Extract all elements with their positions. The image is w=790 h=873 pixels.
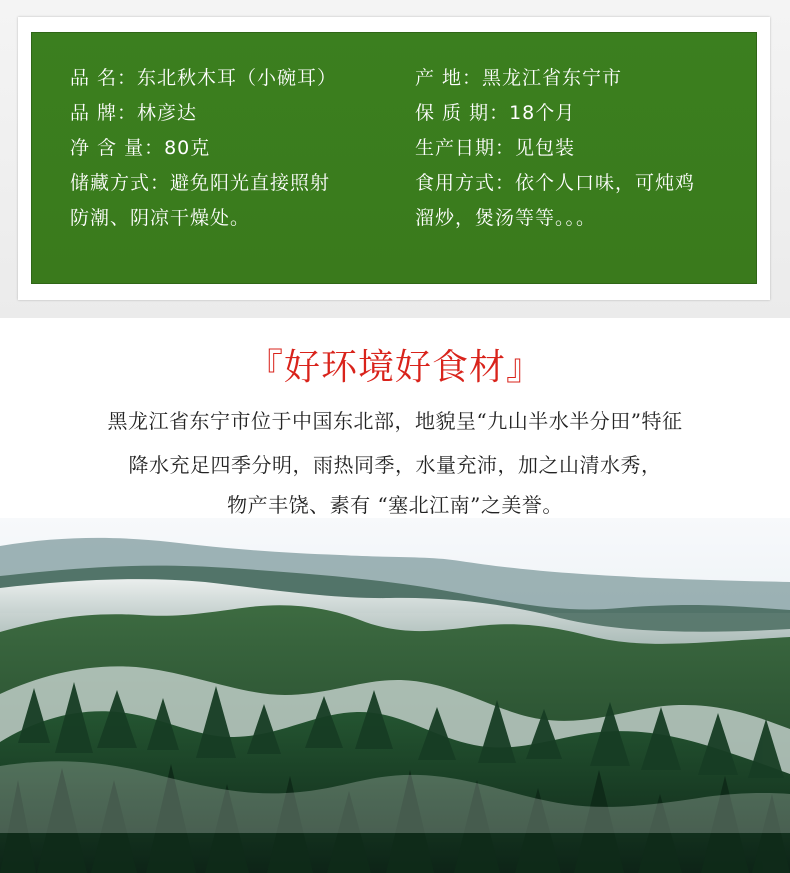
spec-row-3-left: 净 含 量：80克 [70, 137, 211, 159]
environment-description-line-1: 黑龙江省东宁市位于中国东北部，地貌呈“九山半水半分田”特征 [107, 409, 683, 433]
environment-description-line-2: 降水充足四季分明，雨热同季，水量充沛，加之山清水秀， [128, 453, 662, 477]
spec-row-2-left: 品 牌：林彦达 [70, 102, 198, 124]
spec-row-3-right: 生产日期：见包装 [415, 137, 576, 159]
spec-grid [70, 62, 750, 235]
spec-row-2-right: 保 质 期：18个月 [415, 102, 576, 124]
spec-row-1-right: 产 地：黑龙江省东宁市 [415, 67, 623, 89]
spec-row-4-right: 食用方式：依个人口味，可炖鸡 [415, 172, 696, 194]
spec-row-5-left: 防潮、阴凉干燥处。 [70, 207, 251, 229]
spec-row-4-left: 储藏方式：避免阳光直接照射 [70, 172, 331, 194]
spec-row-5-right: 溜炒，煲汤等等。。。 [415, 207, 597, 229]
spec-section [0, 0, 790, 318]
environment-heading: 『好环境好食材』 [246, 347, 543, 388]
spec-row-1-left: 品 名：东北秋木耳（小碗耳） [70, 67, 338, 89]
forest-landscape-image [0, 518, 790, 873]
environment-description-line-3: 物产丰饶、素有 “塞北江南”之美誉。 [227, 493, 563, 517]
